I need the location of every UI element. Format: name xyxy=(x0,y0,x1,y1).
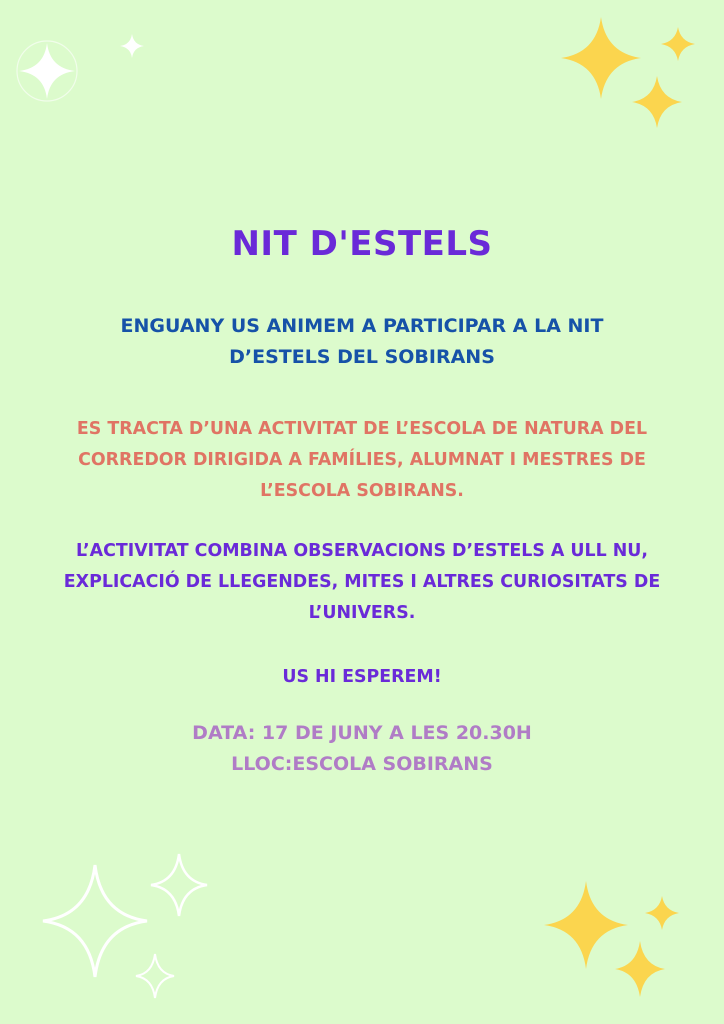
description-paragraph xyxy=(0,414,724,507)
intro-paragraph xyxy=(0,311,724,373)
activity-line: L’UNIVERS. xyxy=(308,603,416,623)
sparkle-icon xyxy=(14,38,80,104)
star-icon xyxy=(644,895,680,931)
event-info xyxy=(0,718,724,780)
star-icon xyxy=(631,75,683,129)
activity-line: EXPLICACIÓ DE LLEGENDES, MITES I ALTRES CURIOSITATS DE xyxy=(63,572,661,592)
welcome-text: US HI ESPEREM! xyxy=(282,667,442,687)
star-icon xyxy=(614,940,666,998)
description-line: ES TRACTA D’UNA ACTIVITAT DE L’ESCOLA DE NATURA DEL xyxy=(76,419,648,439)
intro-line: ENGUANY US ANIMEM A PARTICIPAR A LA NIT xyxy=(120,315,604,337)
event-place: LLOC:ESCOLA SOBIRANS xyxy=(231,753,493,775)
star-icon xyxy=(560,16,642,100)
sparkle-outline-icon xyxy=(149,852,209,918)
star-icon xyxy=(660,26,696,62)
sparkle-outline-icon xyxy=(134,952,176,1000)
description-line: L’ESCOLA SOBIRANS. xyxy=(260,481,464,501)
activity-paragraph xyxy=(0,536,724,629)
intro-line: D’ESTELS DEL SOBIRANS xyxy=(229,346,495,368)
description-line: CORREDOR DIRIGIDA A FAMÍLIES, ALUMNAT I MESTRES DE xyxy=(78,450,646,470)
sparkle-icon xyxy=(119,33,145,59)
activity-line: L’ACTIVITAT COMBINA OBSERVACIONS D’ESTELS A ULL NU, xyxy=(75,541,649,561)
event-date: DATA: 17 DE JUNY A LES 20.30H xyxy=(192,722,532,744)
page-title: NIT D'ESTELS xyxy=(231,224,493,264)
